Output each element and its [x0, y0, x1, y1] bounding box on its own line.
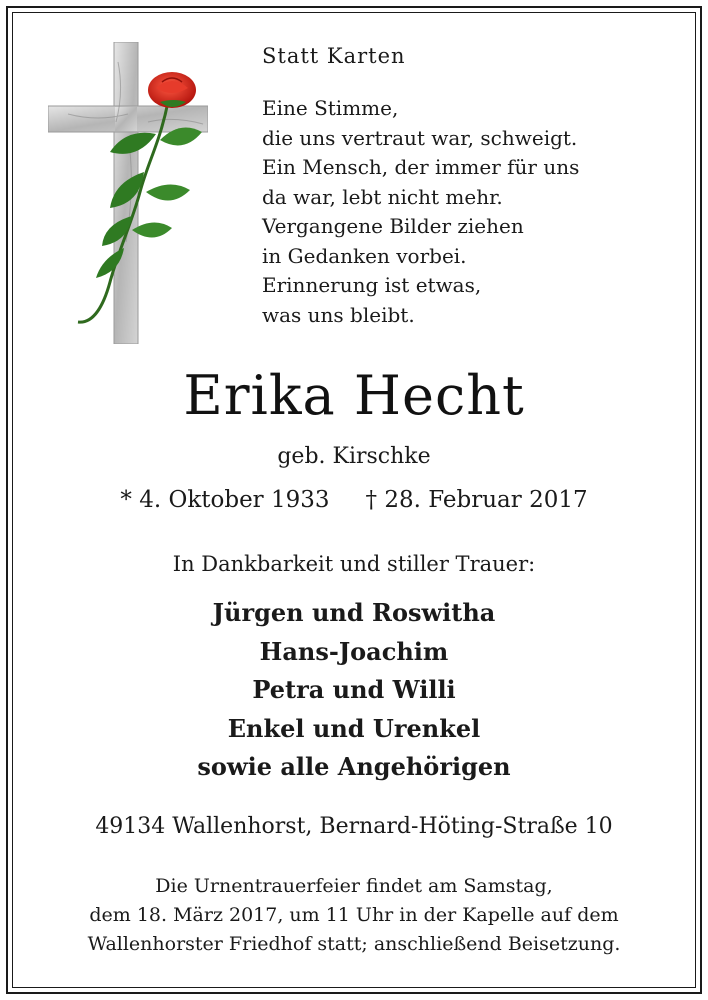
mourner-entry: Hans-Joachim: [259, 636, 449, 666]
death-date: † 28. Februar 2017: [365, 487, 588, 513]
poem-line: da war, lebt nicht mehr.: [262, 184, 503, 209]
mourner-entry: Enkel und Urenkel: [227, 713, 481, 743]
ceremony-line: Wallenhorster Friedhof statt; anschließend Beisetzung.: [87, 933, 621, 955]
ceremony-line: dem 18. März 2017, um 11 Uhr in der Kapelle auf dem: [89, 904, 619, 926]
poem-line: Ein Mensch, der immer für uns: [262, 155, 580, 179]
maiden-name: geb. Kirschke: [277, 444, 431, 469]
mourner-entry: Jürgen und Roswitha: [212, 598, 496, 627]
address: 49134 Wallenhorst, Bernard-Höting-Straße 10: [95, 814, 613, 839]
poem-line: Eine Stimme,: [262, 96, 399, 120]
mourner-entry: Petra und Willi: [252, 675, 456, 704]
poem: [262, 94, 642, 330]
mourner-entry: sowie alle Angehörigen: [197, 752, 511, 781]
thanks-line: In Dankbarkeit und stiller Trauer:: [172, 552, 536, 576]
poem-line: was uns bleibt.: [262, 302, 415, 327]
poem-line: die uns vertraut war, schweigt.: [262, 125, 578, 150]
ceremony-line: Die Urnentrauerfeier findet am Samstag,: [155, 875, 553, 897]
life-dates: [0, 487, 708, 513]
ceremony-notice: [0, 872, 708, 959]
poem-line: Erinnerung ist etwas,: [262, 273, 482, 297]
birth-date: * 4. Oktober 1933: [120, 487, 330, 513]
poem-line: in Gedanken vorbei.: [262, 243, 467, 268]
deceased-name: Erika Hecht: [183, 364, 525, 427]
cross-with-rose-icon: [48, 42, 208, 344]
header-note: Statt Karten: [262, 44, 406, 68]
mourners-list: [0, 594, 708, 787]
poem-line: Vergangene Bilder ziehen: [262, 214, 524, 238]
